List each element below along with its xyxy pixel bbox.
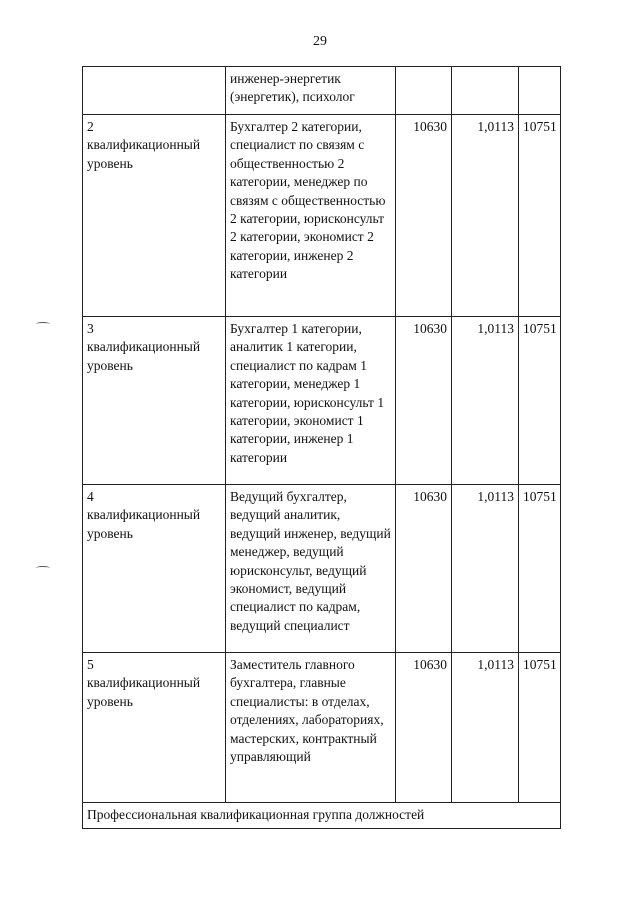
level-label: квалификационный уровень — [87, 507, 201, 541]
level-number: 3 — [87, 321, 94, 336]
salary-table — [82, 66, 561, 829]
qualification-level-cell — [83, 115, 226, 317]
base-salary-cell: 10630 — [396, 115, 452, 317]
page-number: 29 — [313, 34, 327, 49]
level-number: 2 — [87, 119, 94, 134]
base-salary-cell — [396, 67, 452, 115]
positions-cell: инженер-энергетик (энергетик), психолог — [226, 67, 396, 115]
result-salary-cell: 10751 — [519, 317, 561, 485]
positions-cell: Заместитель главного бухгалтера, главные специалисты: в отделах, отделениях, лабораториях, мастерских, контрактный управляющий — [226, 653, 396, 803]
base-salary-cell: 10630 — [396, 317, 452, 485]
table-row — [83, 115, 561, 317]
level-number: 4 — [87, 489, 94, 504]
qualification-level-cell — [83, 317, 226, 485]
result-salary-cell: 10751 — [519, 485, 561, 653]
group-title-cell: Профессиональная квалификационная группа должностей — [83, 803, 561, 829]
qualification-level-cell — [83, 653, 226, 803]
coefficient-cell: 1,0113 — [452, 317, 519, 485]
positions-cell: Бухгалтер 1 категории, аналитик 1 категории, специалист по кадрам 1 категории, менеджер 1 категории, юрисконсульт 1 категории, экономист 1 категории, инженер 1 категории — [226, 317, 396, 485]
result-salary-cell: 10751 — [519, 653, 561, 803]
qualification-level-cell — [83, 485, 226, 653]
coefficient-cell — [452, 67, 519, 115]
base-salary-cell: 10630 — [396, 485, 452, 653]
positions-cell: Бухгалтер 2 категории, специалист по связям с общественностью 2 категории, менеджер по связям с общественностью 2 категории, юрисконсульт 2 категории, экономист 2 категории, инженер 2 категории — [226, 115, 396, 317]
result-salary-cell — [519, 67, 561, 115]
positions-cell: Ведущий бухгалтер, ведущий аналитик, ведущий инженер, ведущий менеджер, ведущий юрисконсульт, ведущий экономист, ведущий специалист по кадрам, ведущий специалист — [226, 485, 396, 653]
table-row — [83, 67, 561, 115]
table-row — [83, 485, 561, 653]
result-salary-cell: 10751 — [519, 115, 561, 317]
scan-mark — [36, 322, 50, 326]
table-row — [83, 653, 561, 803]
qualification-level-cell — [83, 67, 226, 115]
level-label: квалификационный уровень — [87, 137, 201, 171]
coefficient-cell: 1,0113 — [452, 485, 519, 653]
level-label: квалификационный уровень — [87, 339, 201, 373]
level-number: 5 — [87, 657, 94, 672]
scan-mark — [36, 566, 50, 570]
table-row — [83, 317, 561, 485]
level-label: квалификационный уровень — [87, 675, 201, 709]
coefficient-cell: 1,0113 — [452, 115, 519, 317]
table-row — [83, 803, 561, 829]
coefficient-cell: 1,0113 — [452, 653, 519, 803]
base-salary-cell: 10630 — [396, 653, 452, 803]
